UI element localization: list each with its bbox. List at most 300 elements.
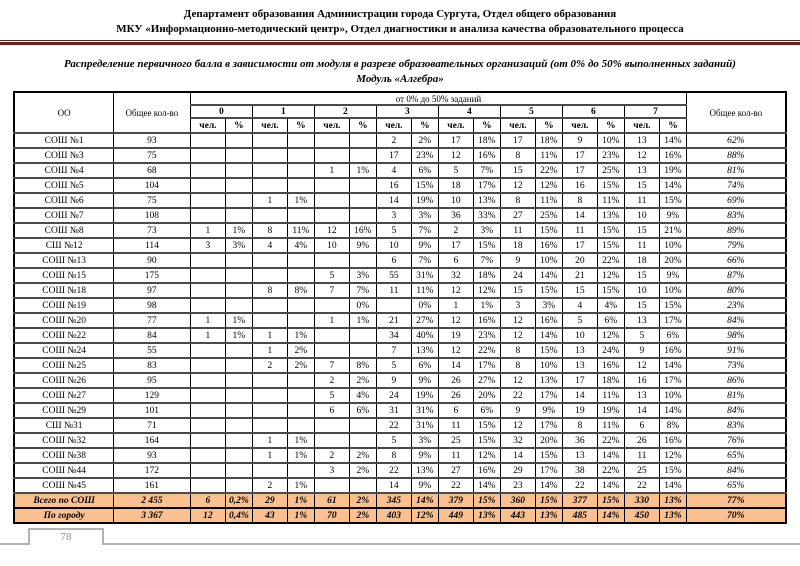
percent-cell: 31% <box>411 268 438 283</box>
module-header-1: 1 <box>252 105 314 118</box>
percent-cell: 10% <box>659 388 686 403</box>
people-count-cell: 11 <box>500 223 535 238</box>
percent-cell: 15% <box>597 223 624 238</box>
percent-cell: 17% <box>535 418 562 433</box>
people-count-cell: 5 <box>376 223 411 238</box>
total-count-cell: 108 <box>113 208 190 223</box>
table-row <box>14 148 785 163</box>
percent-cell <box>349 328 376 343</box>
people-count-cell <box>314 178 349 193</box>
people-count-cell: 22 <box>376 418 411 433</box>
percent-cell: 13% <box>473 508 500 523</box>
percent-cell <box>225 253 252 268</box>
people-count-cell: 15 <box>562 283 597 298</box>
percent-cell: 20% <box>535 433 562 448</box>
subheader-percent: % <box>225 118 252 133</box>
people-count-cell <box>252 298 287 313</box>
percent-cell <box>225 133 252 148</box>
percent-cell: 17% <box>473 178 500 193</box>
people-count-cell: 1 <box>438 298 473 313</box>
people-count-cell <box>252 313 287 328</box>
people-count-cell: 31 <box>376 403 411 418</box>
percent-cell: 1% <box>349 163 376 178</box>
percent-cell: 14% <box>597 448 624 463</box>
total-count-cell: 93 <box>113 133 190 148</box>
total-count-cell: 3 367 <box>113 508 190 523</box>
people-count-cell: 10 <box>438 193 473 208</box>
percent-cell: 16% <box>535 313 562 328</box>
people-count-cell: 10 <box>376 238 411 253</box>
people-count-cell: 25 <box>438 433 473 448</box>
overall-percent-cell: 84% <box>687 403 786 418</box>
people-count-cell: 10 <box>624 208 659 223</box>
percent-cell: 2% <box>349 508 376 523</box>
people-count-cell: 13 <box>624 133 659 148</box>
people-count-cell: 3 <box>190 238 225 253</box>
subheader-percent: % <box>411 118 438 133</box>
percent-cell: 14% <box>597 478 624 493</box>
percent-cell: 15% <box>473 238 500 253</box>
school-name: СОШ №7 <box>14 208 113 223</box>
people-count-cell <box>252 148 287 163</box>
people-count-cell: 19 <box>562 403 597 418</box>
percent-cell: 1% <box>287 193 314 208</box>
percent-cell <box>287 133 314 148</box>
percent-cell: 14% <box>535 328 562 343</box>
percent-cell: 11% <box>597 388 624 403</box>
percent-cell: 21% <box>659 223 686 238</box>
people-count-cell: 379 <box>438 493 473 508</box>
percent-cell: 4% <box>349 388 376 403</box>
table-row <box>14 448 785 463</box>
total-count-cell: 95 <box>113 373 190 388</box>
school-name: СОШ №1 <box>14 133 113 148</box>
page-number-tab: 78 <box>28 528 104 545</box>
people-count-cell: 12 <box>190 508 225 523</box>
people-count-cell: 449 <box>438 508 473 523</box>
subheader-percent: % <box>597 118 624 133</box>
people-count-cell: 17 <box>562 148 597 163</box>
overall-percent-cell: 88% <box>687 148 786 163</box>
percent-cell: 7% <box>411 223 438 238</box>
percent-cell <box>349 178 376 193</box>
percent-cell: 17% <box>473 358 500 373</box>
percent-cell <box>225 463 252 478</box>
percent-cell <box>287 313 314 328</box>
people-count-cell: 15 <box>624 178 659 193</box>
percent-cell: 1% <box>287 448 314 463</box>
module-header-3: 3 <box>376 105 438 118</box>
percent-cell: 15% <box>597 238 624 253</box>
percent-cell: 1% <box>287 433 314 448</box>
percent-cell: 19% <box>659 163 686 178</box>
table-row <box>14 208 785 223</box>
people-count-cell: 4 <box>376 163 411 178</box>
people-count-cell <box>190 403 225 418</box>
people-count-cell <box>314 208 349 223</box>
percent-cell: 9% <box>535 403 562 418</box>
people-count-cell: 61 <box>314 493 349 508</box>
people-count-cell: 8 <box>500 148 535 163</box>
percent-cell: 8% <box>659 418 686 433</box>
people-count-cell: 8 <box>252 223 287 238</box>
total-count-cell: 175 <box>113 268 190 283</box>
subheader-percent: % <box>535 118 562 133</box>
percent-cell: 15% <box>659 193 686 208</box>
percent-cell: 16% <box>659 343 686 358</box>
people-count-cell: 11 <box>624 448 659 463</box>
subheader-people: чел. <box>562 118 597 133</box>
percent-cell: 1% <box>287 493 314 508</box>
people-count-cell <box>190 418 225 433</box>
percent-cell: 14% <box>659 178 686 193</box>
people-count-cell <box>190 373 225 388</box>
overall-percent-cell: 23% <box>687 298 786 313</box>
percent-cell: 40% <box>411 328 438 343</box>
school-name: СОШ №3 <box>14 148 113 163</box>
people-count-cell: 5 <box>624 328 659 343</box>
total-count-cell: 172 <box>113 463 190 478</box>
people-count-cell <box>190 253 225 268</box>
people-count-cell: 11 <box>562 223 597 238</box>
percent-cell: 11% <box>535 148 562 163</box>
overall-percent-cell: 83% <box>687 418 786 433</box>
people-count-cell: 6 <box>376 253 411 268</box>
percent-cell <box>287 298 314 313</box>
subheader-people: чел. <box>376 118 411 133</box>
people-count-cell: 13 <box>624 163 659 178</box>
percent-cell: 11% <box>287 223 314 238</box>
percent-cell <box>349 133 376 148</box>
people-count-cell: 15 <box>500 163 535 178</box>
percent-cell: 18% <box>535 133 562 148</box>
people-count-cell <box>190 283 225 298</box>
percent-cell: 6% <box>349 403 376 418</box>
column-header-span: от 0% до 50% заданий <box>190 92 686 105</box>
table-row <box>14 298 785 313</box>
overall-percent-cell: 89% <box>687 223 786 238</box>
people-count-cell <box>314 133 349 148</box>
people-count-cell <box>314 343 349 358</box>
percent-cell: 1% <box>225 313 252 328</box>
percent-cell: 16% <box>349 223 376 238</box>
percent-cell: 1% <box>225 328 252 343</box>
people-count-cell: 12 <box>500 373 535 388</box>
people-count-cell: 12 <box>438 343 473 358</box>
percent-cell: 1% <box>287 328 314 343</box>
percent-cell: 0,4% <box>225 508 252 523</box>
people-count-cell: 12 <box>500 178 535 193</box>
percent-cell: 2% <box>349 448 376 463</box>
percent-cell: 3% <box>225 238 252 253</box>
overall-percent-cell: 91% <box>687 343 786 358</box>
table-row <box>14 283 785 298</box>
people-count-cell: 11 <box>624 238 659 253</box>
percent-cell: 25% <box>597 163 624 178</box>
total-count-cell: 97 <box>113 283 190 298</box>
percent-cell: 10% <box>659 238 686 253</box>
people-count-cell: 26 <box>624 433 659 448</box>
percent-cell: 2% <box>349 373 376 388</box>
school-name: СШ №31 <box>14 418 113 433</box>
percent-cell: 12% <box>597 268 624 283</box>
subheader-people: чел. <box>314 118 349 133</box>
people-count-cell <box>314 298 349 313</box>
people-count-cell: 5 <box>376 433 411 448</box>
percent-cell: 6% <box>473 403 500 418</box>
total-count-cell: 2 455 <box>113 493 190 508</box>
people-count-cell <box>252 403 287 418</box>
percent-cell: 23% <box>411 148 438 163</box>
people-count-cell: 1 <box>252 328 287 343</box>
table-row <box>14 253 785 268</box>
people-count-cell: 6 <box>624 418 659 433</box>
people-count-cell: 20 <box>562 253 597 268</box>
percent-cell: 3% <box>473 223 500 238</box>
people-count-cell <box>314 253 349 268</box>
subheader-people: чел. <box>500 118 535 133</box>
percent-cell <box>287 463 314 478</box>
people-count-cell <box>190 268 225 283</box>
people-count-cell <box>190 193 225 208</box>
people-count-cell: 22 <box>562 478 597 493</box>
people-count-cell: 6 <box>190 493 225 508</box>
percent-cell: 15% <box>535 343 562 358</box>
percent-cell: 2% <box>287 343 314 358</box>
percent-cell: 15% <box>473 493 500 508</box>
title-line: Распределение первичного балла в зависимости от модуля в разрезе образовательных организаций (от 0% до 50% выполненных заданий) <box>64 58 736 70</box>
percent-cell: 23% <box>473 328 500 343</box>
people-count-cell: 27 <box>500 208 535 223</box>
total-count-cell: 71 <box>113 418 190 433</box>
people-count-cell: 1 <box>190 328 225 343</box>
people-count-cell: 345 <box>376 493 411 508</box>
percent-cell: 13% <box>473 193 500 208</box>
percent-cell: 17% <box>659 313 686 328</box>
people-count-cell: 14 <box>438 358 473 373</box>
table-row <box>14 238 785 253</box>
percent-cell: 7% <box>473 163 500 178</box>
people-count-cell: 7 <box>314 283 349 298</box>
percent-cell <box>225 268 252 283</box>
module-header-2: 2 <box>314 105 376 118</box>
percent-cell: 0% <box>411 298 438 313</box>
percent-cell <box>225 208 252 223</box>
percent-cell: 6% <box>411 163 438 178</box>
percent-cell: 15% <box>535 223 562 238</box>
subheader-percent: % <box>473 118 500 133</box>
overall-percent-cell: 76% <box>687 433 786 448</box>
percent-cell: 13% <box>597 208 624 223</box>
subheader-percent: % <box>349 118 376 133</box>
percent-cell <box>225 343 252 358</box>
people-count-cell: 38 <box>562 463 597 478</box>
percent-cell <box>225 478 252 493</box>
table-row <box>14 313 785 328</box>
people-count-cell: 12 <box>500 328 535 343</box>
overall-percent-cell: 84% <box>687 463 786 478</box>
percent-cell: 1% <box>349 313 376 328</box>
percent-cell: 16% <box>473 313 500 328</box>
table-row <box>14 133 785 148</box>
percent-cell: 25% <box>535 208 562 223</box>
percent-cell: 9% <box>659 208 686 223</box>
percent-cell: 14% <box>473 478 500 493</box>
people-count-cell: 36 <box>438 208 473 223</box>
people-count-cell: 27 <box>438 463 473 478</box>
percent-cell <box>225 403 252 418</box>
percent-cell: 19% <box>411 193 438 208</box>
people-count-cell: 5 <box>438 163 473 178</box>
people-count-cell: 7 <box>376 343 411 358</box>
percent-cell: 16% <box>659 433 686 448</box>
percent-cell: 15% <box>535 283 562 298</box>
percent-cell <box>225 283 252 298</box>
people-count-cell <box>314 328 349 343</box>
school-name: СОШ №22 <box>14 328 113 343</box>
percent-cell: 4% <box>597 298 624 313</box>
table-row <box>14 268 785 283</box>
percent-cell: 33% <box>473 208 500 223</box>
percent-cell: 9% <box>411 373 438 388</box>
percent-cell: 10% <box>659 283 686 298</box>
percent-cell: 17% <box>535 463 562 478</box>
module-header-5: 5 <box>500 105 562 118</box>
people-count-cell: 32 <box>438 268 473 283</box>
subtitle-line: Модуль «Алгебра» <box>356 73 444 85</box>
overall-percent-cell: 98% <box>687 328 786 343</box>
people-count-cell <box>314 433 349 448</box>
percent-cell: 18% <box>473 268 500 283</box>
people-count-cell: 450 <box>624 508 659 523</box>
people-count-cell: 8 <box>562 418 597 433</box>
percent-cell: 15% <box>411 178 438 193</box>
table-row <box>14 403 785 418</box>
percent-cell <box>287 163 314 178</box>
people-count-cell: 8 <box>500 358 535 373</box>
people-count-cell: 2 <box>252 358 287 373</box>
people-count-cell: 19 <box>438 328 473 343</box>
total-count-cell: 98 <box>113 298 190 313</box>
percent-cell: 13% <box>535 373 562 388</box>
subheader-people: чел. <box>438 118 473 133</box>
people-count-cell: 13 <box>624 313 659 328</box>
table-row <box>14 223 785 238</box>
people-count-cell: 36 <box>562 433 597 448</box>
people-count-cell: 11 <box>438 448 473 463</box>
total-count-cell: 55 <box>113 343 190 358</box>
people-count-cell: 16 <box>624 373 659 388</box>
percent-cell: 15% <box>473 433 500 448</box>
total-count-cell: 93 <box>113 448 190 463</box>
percent-cell: 15% <box>473 418 500 433</box>
people-count-cell: 55 <box>376 268 411 283</box>
percent-cell: 10% <box>535 358 562 373</box>
subheader-people: чел. <box>252 118 287 133</box>
percent-cell: 2% <box>287 358 314 373</box>
people-count-cell: 23 <box>500 478 535 493</box>
people-count-cell: 4 <box>252 238 287 253</box>
subheader-people: чел. <box>190 118 225 133</box>
percent-cell: 14% <box>411 493 438 508</box>
people-count-cell: 13 <box>562 358 597 373</box>
people-count-cell: 12 <box>438 283 473 298</box>
people-count-cell <box>190 358 225 373</box>
total-count-cell: 75 <box>113 193 190 208</box>
percent-cell <box>287 268 314 283</box>
table-row <box>14 178 785 193</box>
percent-cell: 3% <box>349 268 376 283</box>
people-count-cell: 12 <box>624 148 659 163</box>
percent-cell: 31% <box>411 418 438 433</box>
people-count-cell <box>190 388 225 403</box>
percent-cell: 17% <box>659 373 686 388</box>
people-count-cell: 5 <box>314 268 349 283</box>
module-header-4: 4 <box>438 105 500 118</box>
people-count-cell: 16 <box>562 178 597 193</box>
distribution-table <box>13 91 786 524</box>
school-name: СОШ №15 <box>14 268 113 283</box>
people-count-cell <box>252 253 287 268</box>
percent-cell: 13% <box>411 463 438 478</box>
percent-cell: 13% <box>411 343 438 358</box>
percent-cell: 17% <box>535 388 562 403</box>
overall-percent-cell: 77% <box>687 493 786 508</box>
people-count-cell <box>314 418 349 433</box>
total-count-cell: 75 <box>113 148 190 163</box>
percent-cell: 9% <box>411 238 438 253</box>
people-count-cell: 26 <box>438 388 473 403</box>
people-count-cell: 330 <box>624 493 659 508</box>
table-row <box>14 163 785 178</box>
total-count-cell: 77 <box>113 313 190 328</box>
people-count-cell <box>314 148 349 163</box>
school-name: СОШ №32 <box>14 433 113 448</box>
percent-cell: 16% <box>597 358 624 373</box>
school-name: СОШ №27 <box>14 388 113 403</box>
people-count-cell <box>252 388 287 403</box>
people-count-cell: 1 <box>252 343 287 358</box>
total-count-cell: 101 <box>113 403 190 418</box>
percent-cell: 16% <box>659 148 686 163</box>
people-count-cell: 2 <box>314 448 349 463</box>
percent-cell <box>225 148 252 163</box>
percent-cell: 13% <box>659 508 686 523</box>
people-count-cell <box>252 268 287 283</box>
percent-cell <box>225 193 252 208</box>
people-count-cell: 11 <box>438 418 473 433</box>
total-count-cell: 114 <box>113 238 190 253</box>
people-count-cell: 13 <box>624 388 659 403</box>
subheader-percent: % <box>287 118 314 133</box>
percent-cell: 11% <box>597 193 624 208</box>
table-row <box>14 373 785 388</box>
percent-cell: 14% <box>535 478 562 493</box>
percent-cell: 9% <box>349 238 376 253</box>
percent-cell <box>225 163 252 178</box>
total-count-cell: 83 <box>113 358 190 373</box>
people-count-cell: 443 <box>500 508 535 523</box>
people-count-cell: 18 <box>500 238 535 253</box>
people-count-cell: 9 <box>376 373 411 388</box>
total-count-cell: 84 <box>113 328 190 343</box>
percent-cell: 11% <box>597 418 624 433</box>
people-count-cell: 12 <box>438 313 473 328</box>
people-count-cell <box>252 373 287 388</box>
percent-cell: 27% <box>411 313 438 328</box>
people-count-cell: 2 <box>376 133 411 148</box>
percent-cell: 15% <box>535 493 562 508</box>
